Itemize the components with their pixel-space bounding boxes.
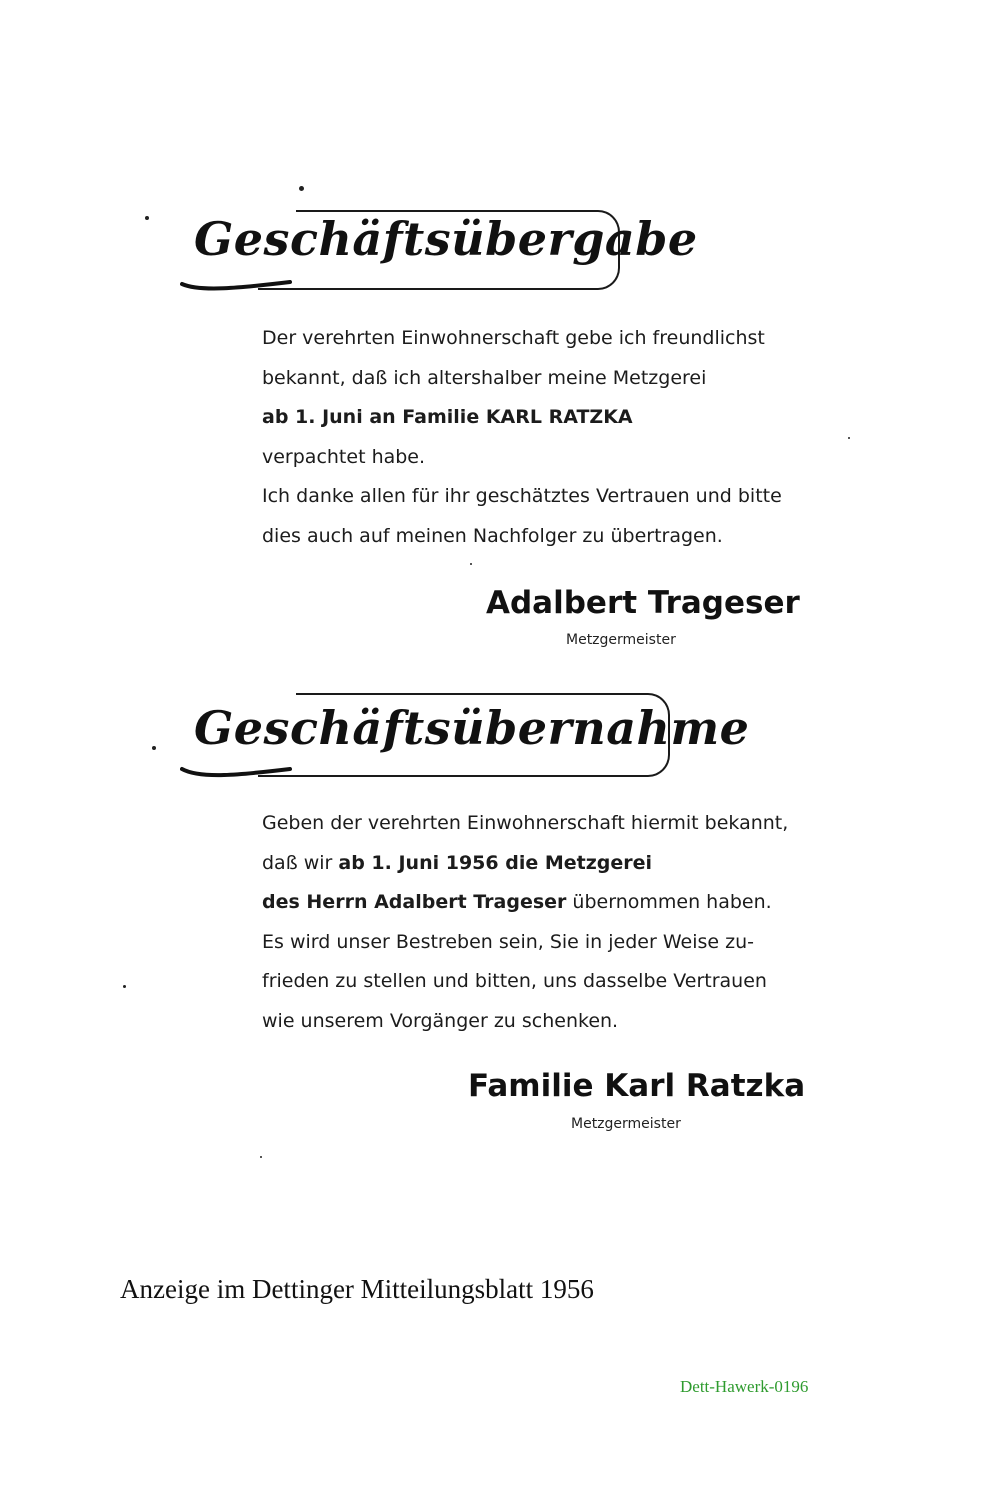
- body-line: bekannt, daß ich altershalber meine Metzgerei: [262, 366, 707, 389]
- bold-text: ab 1. Juni an Familie KARL RATZKA: [262, 406, 633, 428]
- body-line: Ich danke allen für ihr geschätztes Vertrauen und bitte: [262, 485, 782, 507]
- bold-text: ab 1. Juni 1956 die Metzgerei: [338, 851, 653, 874]
- announcement-1-title: [194, 212, 698, 266]
- body-text-normal: übernommen haben.: [566, 891, 772, 913]
- bold-text: des Herrn Adalbert Trageser: [262, 891, 567, 913]
- scan-speck: [152, 746, 156, 750]
- scan-speck: [145, 216, 149, 220]
- body-line: Geben der verehrten Einwohnerschaft hiermit bekannt,: [262, 812, 789, 834]
- announcement-2-title-text: Geschäftsübernahme: [194, 701, 750, 755]
- announcement-1-signature-role: Metzgermeister: [566, 632, 676, 648]
- announcement-1-body: [262, 319, 782, 556]
- announcement-1-banner: [180, 210, 698, 290]
- body-line: Der verehrten Einwohnerschaft gebe ich freundlichst: [262, 327, 765, 349]
- body-line: [262, 883, 788, 923]
- scan-speck: [470, 563, 472, 565]
- document-id: Dett-Hawerk-0196: [680, 1377, 809, 1396]
- announcement-2-signature-role: Metzgermeister: [571, 1116, 681, 1132]
- scan-speck: [123, 985, 126, 988]
- body-line: dies auch auf meinen Nachfolger zu übertragen.: [262, 524, 723, 547]
- announcement-2-signature: Familie Karl Ratzka: [468, 1068, 806, 1104]
- announcement-1-title-text: Geschäftsübergabe: [194, 212, 698, 266]
- announcement-1-signature: Adalbert Trageser: [486, 585, 800, 621]
- body-line: frieden zu stellen und bitten, uns dasselbe Vertrauen: [262, 970, 767, 992]
- body-line-bold: [262, 398, 782, 438]
- scan-speck: [299, 186, 304, 191]
- announcement-2-body: [262, 804, 788, 1041]
- caption: Anzeige im Dettinger Mitteilungsblatt 1956: [120, 1274, 594, 1304]
- announcement-2-title: [194, 701, 749, 755]
- body-text-normal: daß wir: [262, 851, 339, 874]
- announcement-2-banner: [180, 693, 750, 777]
- scan-speck: [848, 437, 850, 439]
- body-line: [262, 844, 788, 884]
- body-line: wie unserem Vorgänger zu schenken.: [262, 1009, 619, 1032]
- body-line: verpachtet habe.: [262, 445, 426, 468]
- scan-speck: [260, 1156, 262, 1158]
- body-line: Es wird unser Bestreben sein, Sie in jeder Weise zu-: [262, 930, 754, 953]
